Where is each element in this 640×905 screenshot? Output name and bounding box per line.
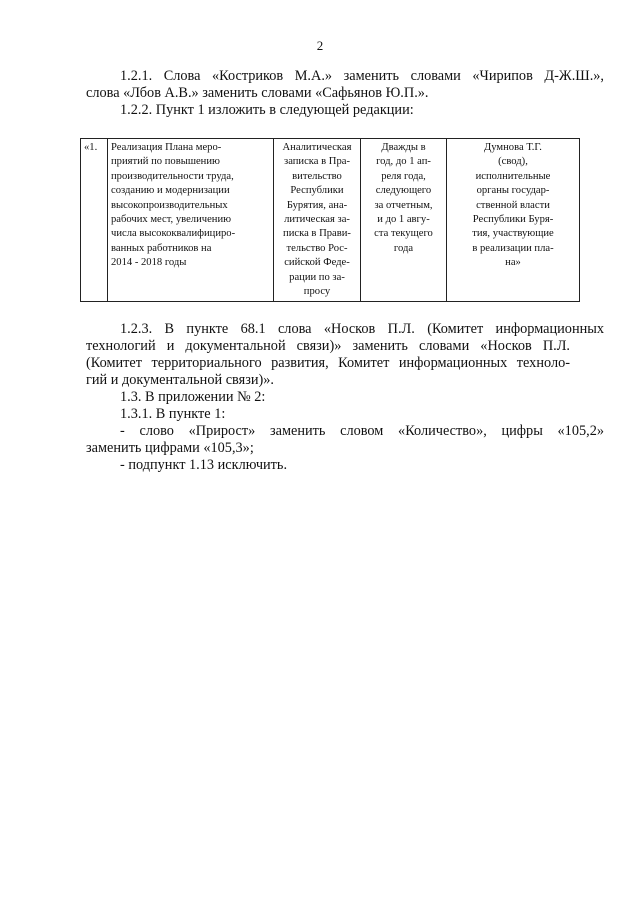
page-number: 2	[316, 38, 324, 53]
paragraph-1-2-3-line-2: технологий и документальной связи)» заменить словами «Носков П.Л.	[86, 338, 570, 354]
paragraph-change-line-1: - слово «Прирост» заменить словом «Количество», цифры «105,2»	[120, 423, 604, 439]
paragraph-1-3: 1.3. В приложении № 2:	[120, 389, 266, 405]
table-cell-responsible: Думнова Т.Г. (свод), исполнительные органы государ- ственной власти Республики Буря- тия, участвующие в реализации пла- на»	[447, 139, 580, 302]
paragraph-exclude-subitem: - подпункт 1.13 исключить.	[120, 457, 288, 473]
paragraph-1-2-1-line-2: слова «Лбов А.В.» заменить словами «Сафьянов Ю.П.».	[86, 85, 429, 101]
amendment-table	[80, 138, 580, 302]
paragraph-1-2-3-line-3: (Комитет территориального развития, Комитет информационных техноло-	[86, 355, 570, 371]
table-cell-number: «1.	[81, 139, 108, 302]
paragraph-1-2-2: 1.2.2. Пункт 1 изложить в следующей редакции:	[120, 102, 414, 118]
paragraph-1-3-1: 1.3.1. В пункте 1:	[120, 406, 226, 422]
paragraph-1-2-1-line-1: 1.2.1. Слова «Костриков М.А.» заменить словами «Чирипов Д-Ж.Ш.»,	[120, 68, 604, 84]
paragraph-1-2-3-line-1: 1.2.3. В пункте 68.1 слова «Носков П.Л. (Комитет информационных	[120, 321, 604, 337]
paragraph-1-2-3-line-4: гий и документальной связи)».	[86, 372, 274, 388]
table-row	[81, 139, 580, 302]
paragraph-change-line-2: заменить цифрами «105,3»;	[86, 440, 254, 456]
table-cell-deadline: Дважды в год, до 1 ап- реля года, следующего за отчетным, и до 1 авгу- ста текущего года	[361, 139, 447, 302]
table-cell-activity: Реализация Плана меро- приятий по повышению производительности труда, созданию и модернизации высокопроизводительных рабочих мест, увеличению числа высококвалифициро- ванных работников на 2014 - 2018 годы	[108, 139, 274, 302]
table-cell-report: Аналитическая записка в Пра- вительство Республики Бурятия, ана- литическая за- писка в Прави- тельство Рос- сийской Феде- рации по за- просу	[274, 139, 361, 302]
